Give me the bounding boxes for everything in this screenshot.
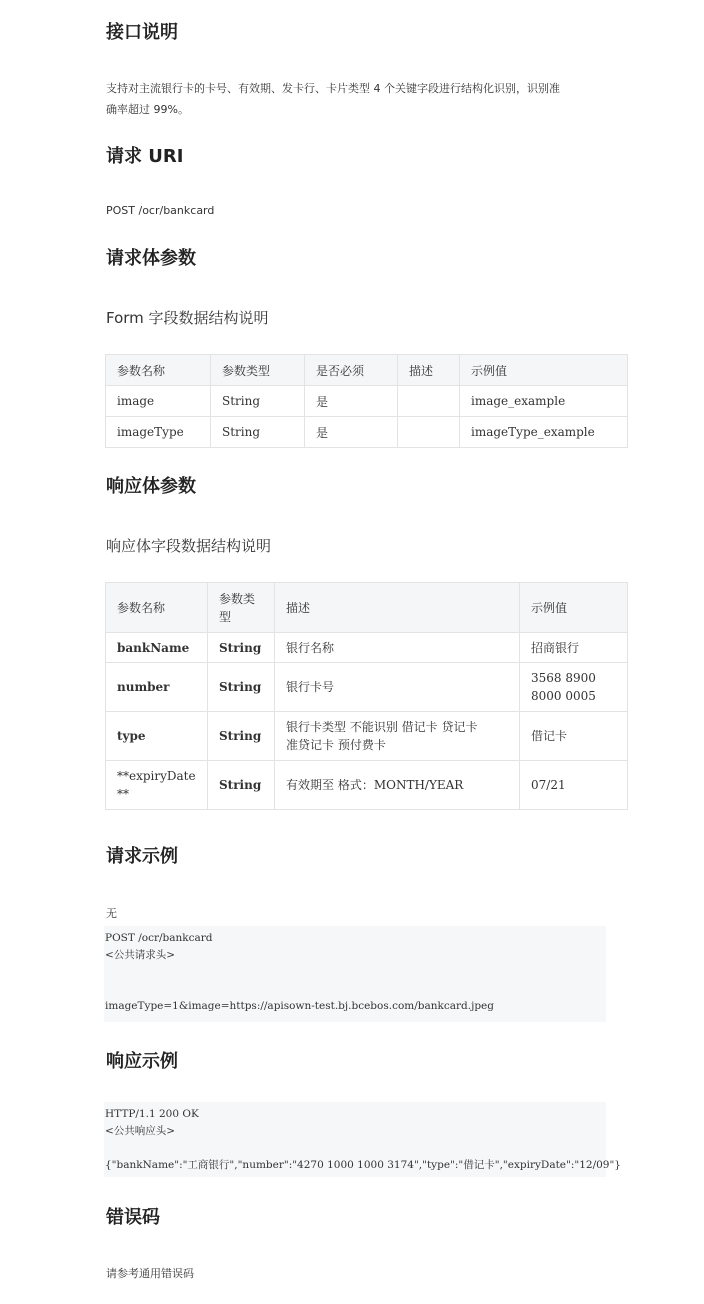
param-desc-cell <box>398 386 460 417</box>
header-cell: 示例值 <box>460 355 628 386</box>
desc-line-2: 准贷记卡 预付费卡 <box>286 738 386 752</box>
field-example-cell: 借记卡 <box>520 712 628 761</box>
field-example-cell <box>520 663 628 712</box>
field-desc-cell <box>275 712 520 761</box>
uri-heading: 请求 URI <box>106 146 184 167</box>
table-row <box>106 712 628 761</box>
response-example-heading: 响应示例 <box>106 1051 178 1072</box>
intro-desc-line-1: 支持对主流银行卡的卡号、有效期、发卡行、卡片类型 4 个关键字段进行结构化识别，识别准 <box>106 82 560 95</box>
header-type-line-2: 型 <box>219 609 232 624</box>
request-params-table <box>105 354 628 448</box>
code-line: POST /ocr/bankcard <box>105 932 213 944</box>
request-example-note: 无 <box>106 907 117 920</box>
example-line-1: 3568 8900 <box>531 671 596 685</box>
header-cell: 参数名称 <box>106 355 211 386</box>
header-cell <box>208 583 275 633</box>
name-line-1: **expiryDate <box>117 769 196 783</box>
code-line: <公共请求头> <box>105 949 176 961</box>
param-name-cell: image <box>106 386 211 417</box>
header-cell: 描述 <box>275 583 520 633</box>
field-type-cell: String <box>208 663 275 712</box>
request-example-code <box>104 926 606 1022</box>
name-line-2: ** <box>117 787 129 801</box>
param-name-cell: imageType <box>106 417 211 448</box>
example-line-2: 8000 0005 <box>531 689 596 703</box>
field-desc-cell: 银行卡号 <box>275 663 520 712</box>
table-row <box>106 663 628 712</box>
field-type-cell: String <box>208 761 275 810</box>
request-body-heading: 请求体参数 <box>106 248 196 269</box>
param-required-cell: 是 <box>305 386 398 417</box>
response-params-table <box>105 582 628 810</box>
field-example-cell: 07/21 <box>520 761 628 810</box>
field-type-cell: String <box>208 633 275 663</box>
code-line: HTTP/1.1 200 OK <box>105 1108 199 1120</box>
field-name-cell: number <box>106 663 208 712</box>
header-cell: 是否必须 <box>305 355 398 386</box>
field-desc-cell: 有效期至 格式：MONTH/YEAR <box>275 761 520 810</box>
response-example-code <box>104 1102 621 1177</box>
field-example-cell: 招商银行 <box>520 633 628 663</box>
param-type-cell: String <box>211 386 305 417</box>
param-type-cell: String <box>211 417 305 448</box>
table-row <box>106 417 628 448</box>
response-body-subtitle: 响应体字段数据结构说明 <box>106 537 272 555</box>
field-name-cell: type <box>106 712 208 761</box>
code-line <box>105 1140 605 1157</box>
field-desc-cell: 银行名称 <box>275 633 520 663</box>
intro-heading: 接口说明 <box>106 22 178 43</box>
response-body-heading: 响应体参数 <box>106 476 196 497</box>
table-row <box>106 761 628 810</box>
field-name-cell: bankName <box>106 633 208 663</box>
table-header-row <box>106 355 628 386</box>
header-cell: 示例值 <box>520 583 628 633</box>
code-line: {"bankName":"工商银行","number":"4270 1000 1000 3174","type":"借记卡","expiryDate":"12/09"} <box>105 1159 621 1171</box>
errors-heading: 错误码 <box>106 1207 160 1228</box>
table-header-row <box>106 583 628 633</box>
errors-link-text: 请参考通用错误码 <box>106 1267 194 1280</box>
intro-desc-line-2: 确率超过 99%。 <box>106 103 189 116</box>
param-example-cell: image_example <box>460 386 628 417</box>
header-cell: 参数名称 <box>106 583 208 633</box>
field-name-cell <box>106 761 208 810</box>
param-example-cell: imageType_example <box>460 417 628 448</box>
header-type-line-1: 参数类 <box>219 591 256 606</box>
request-body-subtitle: Form 字段数据结构说明 <box>106 309 269 327</box>
header-cell: 参数类型 <box>211 355 305 386</box>
table-row <box>106 633 628 663</box>
param-required-cell: 是 <box>305 417 398 448</box>
code-line: <公共响应头> <box>105 1125 176 1137</box>
header-cell: 描述 <box>398 355 460 386</box>
request-example-heading: 请求示例 <box>106 846 178 867</box>
table-row <box>106 386 628 417</box>
code-line <box>105 964 605 981</box>
desc-line-1: 银行卡类型 不能识别 借记卡 贷记卡 <box>286 720 478 734</box>
param-desc-cell <box>398 417 460 448</box>
code-line <box>105 981 605 998</box>
code-line: imageType=1&image=https://apisown-test.bj.bcebos.com/bankcard.jpeg <box>105 1000 494 1012</box>
field-type-cell: String <box>208 712 275 761</box>
intro-description <box>106 78 560 120</box>
uri-value: POST /ocr/bankcard <box>106 204 215 217</box>
